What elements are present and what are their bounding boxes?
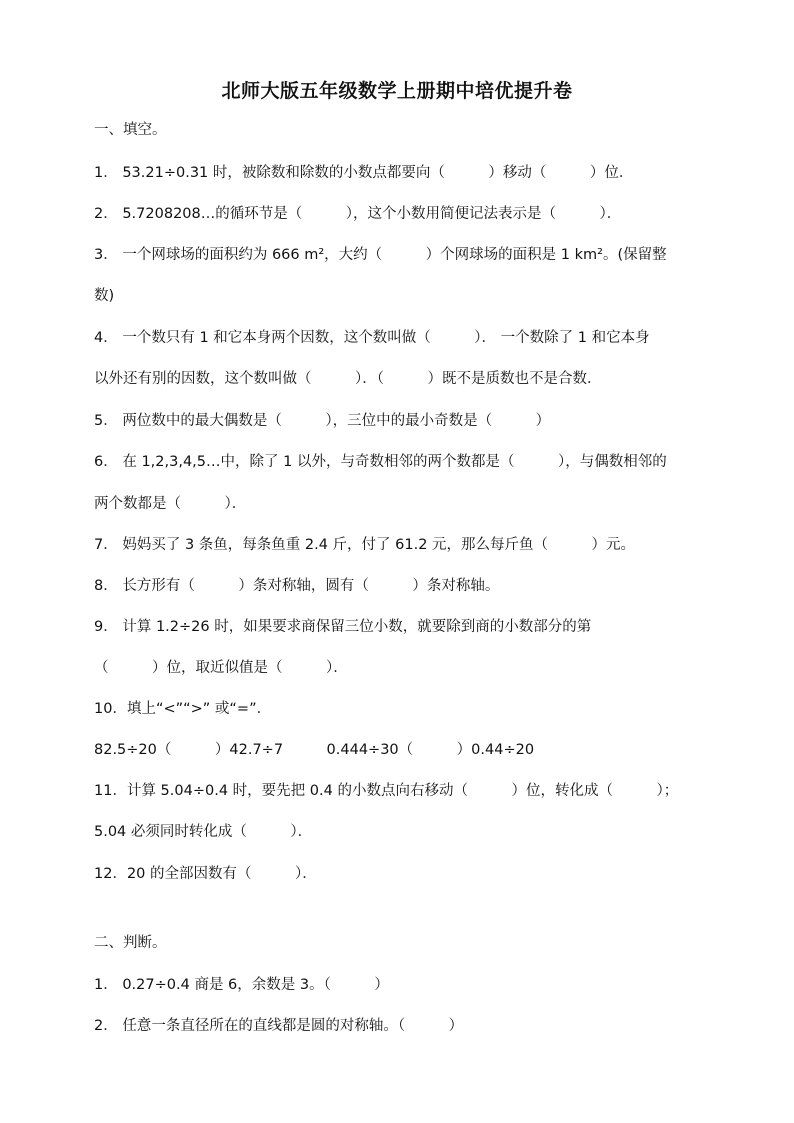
question-line: 5.04 必须同时转化成（ ）． xyxy=(94,824,313,840)
question-line: 9． 计算 1.2÷26 时，如果要求商保留三位小数，就要除到商的小数部分的第 xyxy=(94,619,592,635)
page-title: 北师大版五年级数学上册期中培优提升卷 xyxy=(221,80,573,102)
question-line: （ ）位，取近似值是（ ）． xyxy=(94,660,348,676)
question-line: 7． 妈妈买了 3 条鱼，每条鱼重 2.4 斤，付了 61.2 元，那么每斤鱼（ ）元。 xyxy=(94,537,636,553)
question-line: 5． 两位数中的最大偶数是（ ），三位中的最小奇数是（ ） xyxy=(94,413,551,429)
question-line: 11．计算 5.04÷0.4 时，要先把 0.4 的小数点向右移动（ ）位，转化成（ ）； xyxy=(94,783,679,799)
question-line: 82.5÷20（ ）42.7÷7 0.444÷30（ ）0.44÷20 xyxy=(94,742,535,758)
question-line: 12．20 的全部因数有（ ）． xyxy=(94,866,317,882)
question-line: 两个数都是（ ）． xyxy=(94,496,247,512)
question-line: 8． 长方形有（ ）条对称轴，圆有（ ）条对称轴。 xyxy=(94,578,500,594)
question-line: 6． 在 1,2,3,4,5…中，除了 1 以外，与奇数相邻的两个数都是（ ），与偶数相邻的 xyxy=(94,454,667,470)
question-line: 2． 5.7208208…的循环节是（ ），这个小数用简便记法表示是（ ）． xyxy=(94,206,622,222)
section-heading-fill: 一、填空。 xyxy=(94,122,167,138)
section-heading-judge: 二、判断。 xyxy=(94,935,167,951)
question-line: 2． 任意一条直径所在的直线都是圆的对称轴。（ ） xyxy=(94,1018,464,1034)
question-line: 1． 0.27÷0.4 商是 6，余数是 3。（ ） xyxy=(94,977,389,993)
question-line: 4． 一个数只有 1 和它本身两个因数，这个数叫做（ ）． 一个数除了 1 和它本身 xyxy=(94,330,650,346)
question-line: 数) xyxy=(94,288,115,304)
question-line: 3． 一个网球场的面积约为 666 m²，大约（ ）个网球场的面积是 1 km²。(保留整 xyxy=(94,247,667,263)
question-line: 10．填上“<”“>” 或“=”． xyxy=(94,701,272,717)
question-line: 以外还有别的因数，这个数叫做（ ）．（ ）既不是质数也不是合数． xyxy=(94,371,602,387)
question-line: 1． 53.21÷0.31 时，被除数和除数的小数点都要向（ ）移动（ ）位． xyxy=(94,165,634,181)
